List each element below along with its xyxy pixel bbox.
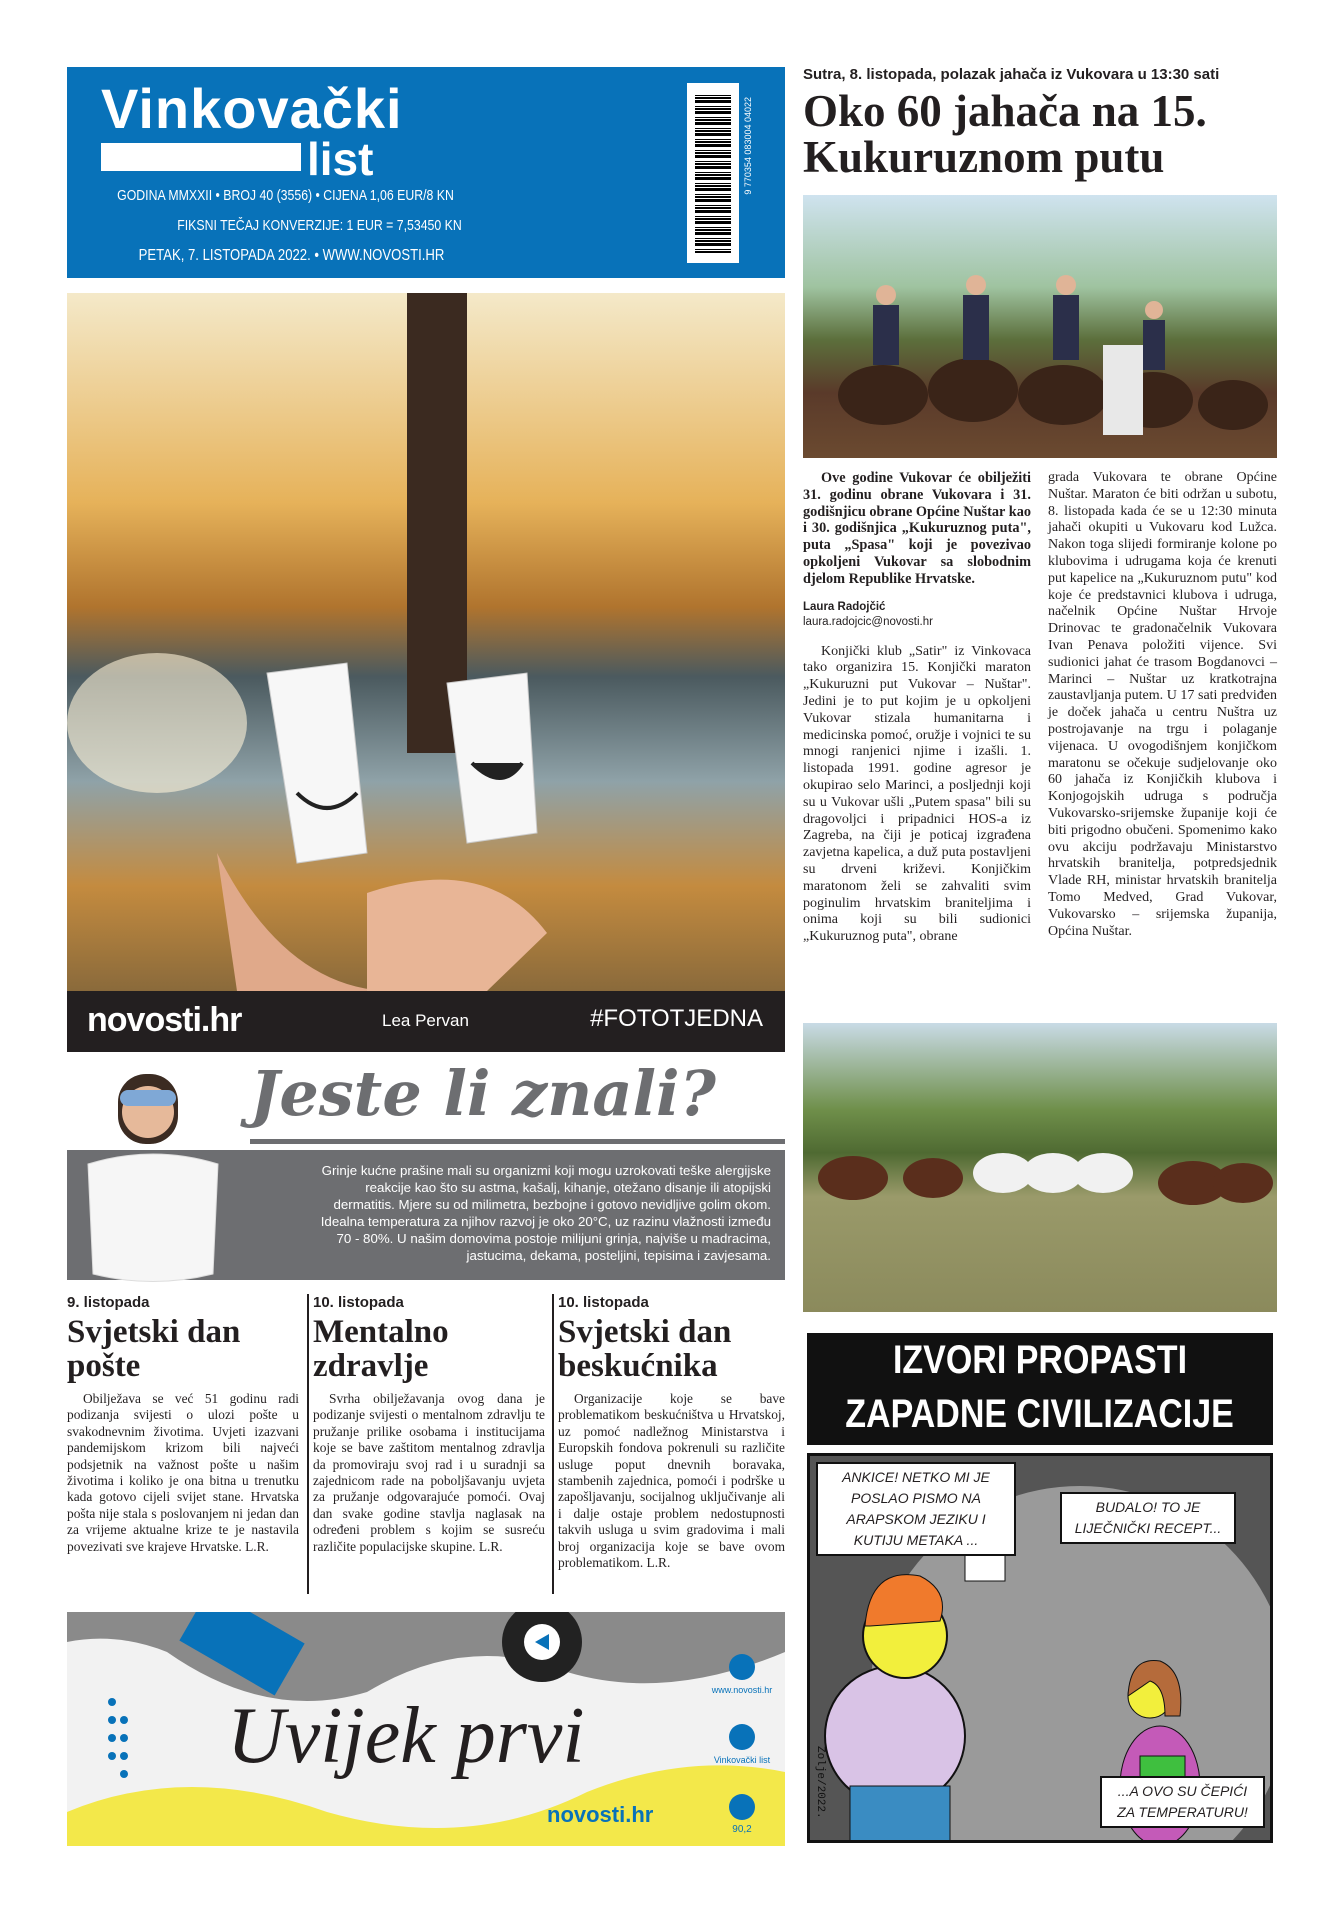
speech-bubble-caption: ...A OVO SU ČEPIĆI ZA TEMPERATURU! (1100, 1776, 1265, 1828)
photo-hashtag: #FOTOTJEDNA (590, 1005, 763, 1032)
short-article-title: Svjetski dan pošte (67, 1314, 241, 1384)
article-body-1: Konjički klub „Satir" iz Vinkovaca tako organizira 15. Konjički maraton „Kukuruzni put Vukovar – Nuštar". Jedini je to put kojim je u opkoljeni Vukovar stizala humanitarna i medicinska pomoć, oružje i vojnici te su mnogi ranjenici njime i izašli. 1. listopada 1991. godine agresor je okupirao selo Marinci, a posljednji koji su u Vukovar ušli „Putem spasa" bili su dragovoljci i pripadnici HOS-a iz Zagreba, na čiji je poticaj izgrađena zavjetna kapelica, a duž puta postavljeni su drveni križevi. Konjičkim maratonom želi se zahvaliti svim poginulim hrvatskim braniteljima i onima koji su bili sudionici „Kukuruznog puta", obrane (803, 643, 1031, 945)
short-article-text: Svrha obilježavanja ovog dana je podizanje svijesti o mentalnom zdravlju te pružanje prilike osobama i institucijama koje se bave zaštitom mentalnog zdravlja da promoviraju svoj rad i u suradnji sa zajednicom rade na poboljšavanju uvjeta za pružanje odgovarajuće pomoći. Ovaj dan svake godine stavlja naglasak na određeni problem s kojim se susreću različite populacijske skupine. L.R. (313, 1391, 545, 1554)
short-article-date: 10. listopada (558, 1294, 649, 1311)
short-article-text: Organizacije koje se bave problematikom beskućništva u Hrvatskoj, uz pomoć nadležnog Ministarstva i Europskih fondova pokrenuli su različite usluge poput dnevnih boravaka, stambenih zajednica, pomoći i podrške u zapošljavanju, socijalnog uključivanje ali i dalje ostaje problem nedostupnosti takvih usluga u svim gradovima i mali broj organizacija koje se bave ovom problematikom. L.R. (558, 1391, 785, 1571)
short-article-title: Mentalno zdravlje (313, 1314, 449, 1384)
issue-info: GODINA MMXXII • BROJ 40 (3556) • CIJENA 1,06 EUR/8 KN (117, 187, 454, 204)
short-article-date: 9. listopada (67, 1294, 150, 1311)
short-article-mental-health (313, 1294, 545, 1555)
column-separator (307, 1294, 309, 1594)
short-article-homeless-day (558, 1294, 785, 1571)
byline (803, 600, 1031, 630)
woman-with-pillow-illustration (78, 1064, 228, 1282)
photo-caption-bar (67, 991, 785, 1052)
column-separator (552, 1294, 554, 1594)
date-line: PETAK, 7. LISTOPADA 2022. • WWW.NOVOSTI.HR (138, 247, 445, 264)
article-body-2: grada Vukovara te obrane Općine Nuštar. Maraton će biti održan u subotu, 8. listopada kada će se u 12:30 minuta jahači okupiti u Vukovaru kod Lužca. Nakon toga slijedi formiranje kolone po klubovima i udrugama koja će krenuti put kapelice na „Kukuruznom putu" kod koje će predstavnici klubova i udruga, načelnik Općine Nuštar Hrvoje Drinovac te gradonačelnik Vukovara Ivan Penava položiti vijence. Svi sudionici jahat će trasom Bogdanovci – Marinci – Nuštar uz kratkotrajna zaustavljanja putem. U 17 sati predviđen je doček jahača u centru Nuštra uz postrojavanje na trgu i polaganje vijenaca. U ovogodišnjem konjičkom maratonu se očekuje sudjelovanje oko 60 jahača iz Konjičkih klubova i Konjogojskih udruga s područja Vukovarsko-srijemske županije koji će biti prigodno obučeni. Spomenimo kako ovu akciju podržavaju Ministarstvo hrvatskih branitelja, potpredsjednik Vlade RH, ministar hrvatskih branitelja Tomo Medved, Grad Vukovar, Vukovarsko – srijemska županija, Općina Nuštar. (1048, 470, 1277, 939)
comic-title-line-1: IZVORI PROPASTI (892, 1338, 1188, 1382)
logo-title: Vinkovački (101, 77, 403, 140)
did-you-know-rule (250, 1139, 785, 1144)
conversion-rate: FIKSNI TEČAJ KONVERZIJE: 1 EUR = 7,53450 KN (177, 217, 462, 234)
author-name: Laura Radojčić (803, 600, 886, 613)
logo-subtitle: list (307, 133, 374, 185)
horses-illustration (803, 1023, 1277, 1312)
comic-title (807, 1333, 1273, 1445)
barcode-number: 9 770354 083004 04022 (743, 97, 753, 195)
speech-bubble-man: ANKICE! NETKO MI JE POSLAO PISMO NA ARAPSKOM JEZIKU I KUTIJU METAKA ... (816, 1462, 1016, 1556)
logo-bar (101, 143, 301, 171)
article-column-2 (1048, 470, 1277, 940)
article-column-1 (803, 470, 1031, 946)
short-article-text: Obilježava se već 51 godinu radi podizanja svijesti o ulozi pošte u svakodnevnim životima. Uvjeti izazvani pandemijskom krizom bili najveći podsjetnik na važnost pošte u našim životima i koliko je ona bitna u trenutku kada gotovo cijeli svijet stane. Hrvatska pošta nije stala s poslovanjem ni jedan dan za vrijeme aktualne krize te je nastavila povezivati sve krajeve Hrvatske. L.R. (67, 1391, 299, 1554)
comic-strip (803, 1331, 1277, 1846)
comic-signature: Zolje/2022. (814, 1746, 826, 1819)
advertisement-banner[interactable] (67, 1612, 785, 1846)
did-you-know-box: Grinje kućne prašine mali su organizmi koji mogu uzrokovati teške alergijske reakcije kao što su astma, kašalj, kihanje, otežano disanje ili atopijski dermatitis. Mjere su od milimetra, bezbojne i gotovo nevidljive golim okom. Idealna temperatura za njihov razvoj je oko 20°C, uz razinu vlažnosti između 70 - 80%. U našim domovima postoje milijuni grinja, najviše u madracima, jastucima, dekama, posteljini, tepisima i zavjesama. (67, 1150, 785, 1280)
comic-title-line-2: ZAPADNE CIVILIZACIJE (845, 1392, 1235, 1436)
barcode (687, 83, 739, 263)
photo-of-the-week (67, 293, 785, 991)
author-email[interactable]: laura.radojcic@novosti.hr (803, 615, 933, 628)
article-kicker: Sutra, 8. listopada, polazak jahača iz Vukovara u 13:30 sati (803, 66, 1220, 83)
comic-title-line-2-row (807, 1387, 1273, 1441)
ad-brand: novosti.hr (547, 1802, 654, 1827)
did-you-know-title: Jeste li znali? (250, 1057, 716, 1130)
riders-illustration (803, 195, 1277, 458)
coffee-cups-illustration (67, 293, 785, 991)
riders-photo (803, 195, 1277, 458)
masthead (67, 67, 785, 278)
ad-radio-frequency: 90,2 (732, 1824, 752, 1835)
comic-panel (807, 1453, 1273, 1843)
article-lead: Ove godine Vukovar će obilježiti 31. godinu obrane Vukovara i 31. godišnjicu obrane Općine Nuštar kao i 30. godišnjica „Kukuruznog puta", puta „Spasa" koji je povezivao opkoljeni Vukovar sa slobodnim djelom Republike Hrvatske. (803, 470, 1031, 587)
ad-slogan: Uvijek prvi (227, 1692, 585, 1780)
short-article-date: 10. listopada (313, 1294, 404, 1311)
novosti-logo: novosti.hr (87, 1001, 242, 1039)
horses-photo (803, 1023, 1277, 1312)
ad-paper-label: Vinkovački list (713, 1755, 771, 1765)
short-article-title: Svjetski dan beskućnika (558, 1314, 732, 1384)
article-headline: Oko 60 jahača na 15. Kukuruznom putu (803, 86, 1207, 182)
comic-title-line-1-row (807, 1333, 1273, 1387)
ad-web-link[interactable]: www.novosti.hr (711, 1685, 773, 1695)
speech-bubble-woman: BUDALO! TO JE LIJEČNIČKI RECEPT... (1060, 1492, 1236, 1544)
photo-author: Lea Pervan (382, 1011, 469, 1030)
short-article-post-day (67, 1294, 299, 1555)
